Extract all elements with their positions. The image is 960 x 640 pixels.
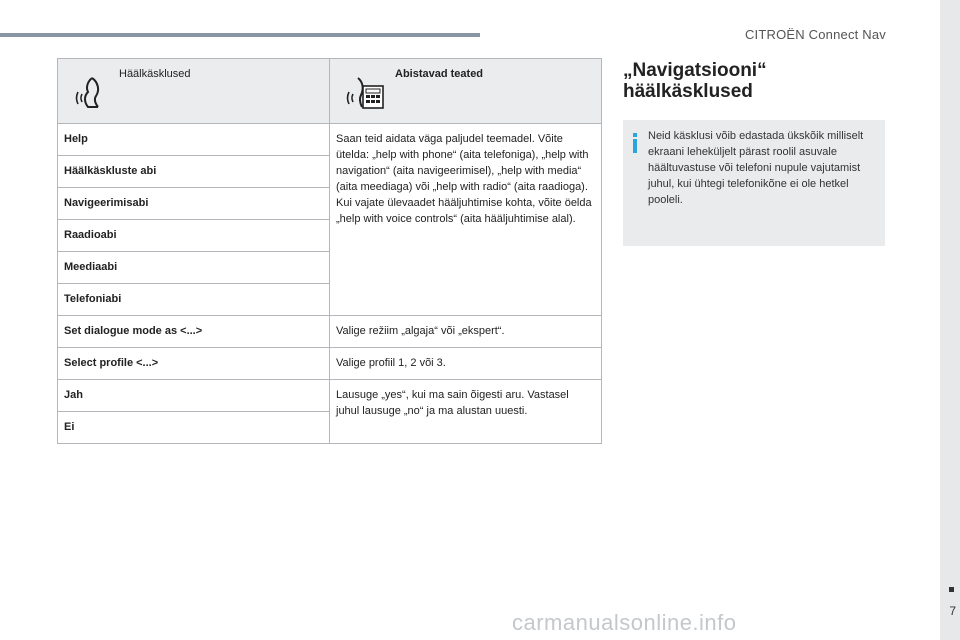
header-cell-commands: [58, 59, 330, 124]
table-row: [58, 316, 602, 348]
command-voice-help: Häälkäskluste abi: [58, 156, 330, 188]
strip-marker: [949, 587, 954, 592]
table-header-row: [58, 59, 602, 124]
info-text: Neid käsklusi võib edastada ükskõik milliselt ekraani leheküljelt pärast roolil asuvale häältuvastuse või telefoni nupule vajutamist juhul, kui ühtegi telefonikõne ei ole hetkel pooleli.: [648, 130, 864, 206]
section-title-line1: „Navigatsiooni“: [623, 60, 767, 81]
table-row: [58, 380, 602, 412]
right-edge-strip: [940, 0, 960, 640]
command-help: Help: [58, 124, 330, 156]
voice-screen-icon: [346, 76, 386, 110]
table-row: [58, 124, 602, 156]
voice-command-icon: [74, 76, 104, 110]
page-number: 7: [949, 604, 956, 618]
watermark: carmanualsonline.info: [512, 610, 737, 635]
command-media-help: Meediaabi: [58, 252, 330, 284]
command-dialogue-mode: Set dialogue mode as <...>: [58, 316, 330, 348]
voice-commands-table: [57, 58, 602, 444]
profile-response: Valige profiil 1, 2 või 3.: [330, 348, 602, 380]
command-select-profile: Select profile <...>: [58, 348, 330, 380]
top-rule: [0, 33, 480, 37]
yes-no-response: Lausuge „yes“, kui ma sain õigesti aru. Vastasel juhul lausuge „no“ ja ma alustan uuesti.: [330, 380, 602, 444]
header-responses-label: Abistavad teated: [395, 68, 484, 80]
command-radio-help: Raadioabi: [58, 220, 330, 252]
section-title: [623, 60, 883, 102]
info-box: [623, 120, 885, 246]
help-response: Saan teid aidata väga paljudel teemadel. Võite ütelda: „help with phone“ (aita telefoniga), „help with navigation“ (aita navigeerimisel), „help with media“ (aita meediaga) või „help with radio“ (aita raadioga). Kui vajate ülevaadet hääljuhtimise kohta, võite öelda „help with voice controls“ (aita hääljuhtimise alal).: [330, 124, 602, 316]
command-phone-help: Telefoniabi: [58, 284, 330, 316]
header-cell-responses: [330, 59, 602, 124]
info-icon: [633, 133, 637, 153]
section-title-line2: häälkäsklused: [623, 81, 753, 102]
page-header-title: CITROËN Connect Nav: [744, 27, 886, 42]
command-no: Ei: [58, 412, 330, 444]
command-navigation-help: Navigeerimisabi: [58, 188, 330, 220]
header-commands-label: Häälkäsklused: [119, 68, 191, 80]
table-row: [58, 348, 602, 380]
dialogue-response: Valige režiim „algaja“ või „ekspert“.: [330, 316, 602, 348]
command-yes: Jah: [58, 380, 330, 412]
